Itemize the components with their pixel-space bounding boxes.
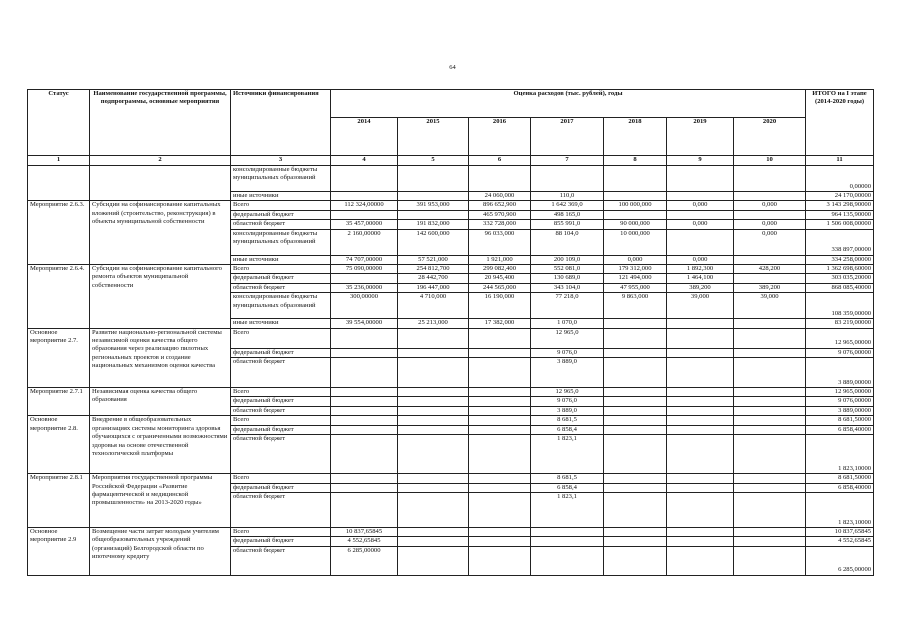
column-index-cell: 2 [90,156,231,166]
value-cell: 47 955,000 [604,283,667,292]
value-cell [398,474,469,483]
value-cell [734,255,806,264]
value-cell [734,166,806,192]
value-cell [469,483,531,492]
total-cell: 3 889,00000 [806,358,874,388]
total-cell: 6 858,40000 [806,483,874,492]
header-row [28,90,874,118]
column-index-cell: 10 [734,156,806,166]
column-index-row [28,156,874,166]
source-cell: консолидированные бюджеты муниципальных образований [231,166,331,192]
header-name: Наименование государственной программы, подпрограммы, основные мероприятия [90,90,231,156]
value-cell: 200 109,0 [531,255,604,264]
source-cell: иные источники [231,192,331,201]
total-cell: 964 135,90000 [806,210,874,219]
total-cell: 338 897,00000 [806,229,874,255]
value-cell [469,527,531,536]
value-cell [734,274,806,283]
source-cell: Всего [231,474,331,483]
source-cell: консолидированные бюджеты муниципальных образований [231,229,331,255]
value-cell: 24 060,000 [469,192,531,201]
value-cell [667,358,734,388]
status-cell: Мероприятие 2.8.1 [28,474,90,528]
value-cell [604,348,667,357]
value-cell: 343 104,0 [531,283,604,292]
value-cell: 77 218,0 [531,293,604,319]
value-cell: 110,0 [531,192,604,201]
value-cell [331,274,398,283]
source-cell: консолидированные бюджеты муниципальных образований [231,293,331,319]
source-cell: Всего [231,328,331,348]
value-cell [398,397,469,406]
value-cell: 1 642 369,0 [531,201,604,210]
value-cell [398,328,469,348]
value-cell: 25 213,000 [398,319,469,328]
value-cell [604,358,667,388]
value-cell [331,406,398,415]
value-cell [604,527,667,536]
value-cell [734,483,806,492]
value-cell: 10 000,000 [604,229,667,255]
value-cell: 2 160,00000 [331,229,398,255]
value-cell: 191 832,000 [398,220,469,229]
total-cell: 6 858,40000 [806,425,874,434]
value-cell [469,358,531,388]
value-cell: 28 442,700 [398,274,469,283]
value-cell [734,358,806,388]
value-cell [331,348,398,357]
year-header: 2014 [331,118,398,156]
value-cell: 130 689,0 [531,274,604,283]
value-cell [734,406,806,415]
value-cell [469,406,531,415]
name-cell: Возмещение части затрат молодым учителям общеобразовательных учреждений (организаций) Белгородской области по ипотечному кредиту [90,527,231,575]
status-cell [28,166,90,201]
value-cell: 1 892,300 [667,265,734,274]
value-cell [734,435,806,474]
value-cell [667,537,734,546]
year-header: 2017 [531,118,604,156]
value-cell [667,492,734,527]
source-cell: Всего [231,265,331,274]
value-cell: 112 324,00000 [331,201,398,210]
value-cell: 244 565,000 [469,283,531,292]
value-cell [734,328,806,348]
table-row [28,201,874,210]
value-cell [469,474,531,483]
source-cell: федеральный бюджет [231,397,331,406]
value-cell: 0,000 [604,255,667,264]
value-cell [667,406,734,415]
value-cell [398,210,469,219]
value-cell [734,492,806,527]
value-cell: 12 965,0 [531,388,604,397]
value-cell: 6 858,4 [531,425,604,434]
source-cell: областной бюджет [231,492,331,527]
value-cell: 35 457,00000 [331,220,398,229]
status-cell: Мероприятие 2.7.1 [28,388,90,416]
value-cell [604,328,667,348]
value-cell [604,210,667,219]
total-cell: 868 085,40000 [806,283,874,292]
value-cell: 3 889,0 [531,358,604,388]
value-cell: 196 447,000 [398,283,469,292]
total-cell: 8 681,50000 [806,416,874,425]
value-cell [604,492,667,527]
value-cell [469,546,531,575]
value-cell: 39,000 [734,293,806,319]
value-cell [531,166,604,192]
value-cell [734,527,806,536]
value-cell [398,527,469,536]
total-cell: 1 506 008,00000 [806,220,874,229]
value-cell [604,416,667,425]
value-cell [331,166,398,192]
page-number: 64 [449,64,456,71]
table-row [28,416,874,425]
value-cell [734,425,806,434]
year-header: 2018 [604,118,667,156]
value-cell [398,483,469,492]
value-cell [531,537,604,546]
column-index-cell: 3 [231,156,331,166]
value-cell: 0,000 [667,201,734,210]
value-cell [734,416,806,425]
status-cell: Основное мероприятие 2.9 [28,527,90,575]
value-cell: 428,200 [734,265,806,274]
value-cell: 332 728,000 [469,220,531,229]
total-cell: 10 837,65845 [806,527,874,536]
name-cell: Мероприятия государственной программы Российской Федерации «Развитие фармацевтической и медицинской промышленности» на 2013-2020 годы» [90,474,231,528]
value-cell: 88 104,0 [531,229,604,255]
value-cell: 20 945,400 [469,274,531,283]
value-cell [331,388,398,397]
total-cell: 1 362 698,60000 [806,265,874,274]
value-cell: 100 000,000 [604,201,667,210]
column-index-cell: 11 [806,156,874,166]
value-cell: 498 165,0 [531,210,604,219]
value-cell [331,192,398,201]
value-cell: 4 552,65845 [331,537,398,546]
value-cell [469,435,531,474]
header-sources: Источники финансирования [231,90,331,156]
table-body [28,166,874,576]
column-index-cell: 5 [398,156,469,166]
value-cell [604,166,667,192]
total-cell: 12 965,00000 [806,328,874,348]
source-cell: областной бюджет [231,283,331,292]
value-cell [331,492,398,527]
value-cell [667,328,734,348]
value-cell [734,537,806,546]
value-cell [604,319,667,328]
value-cell [398,348,469,357]
value-cell: 6 858,4 [531,483,604,492]
value-cell [531,527,604,536]
status-cell: Мероприятие 2.6.4. [28,265,90,329]
value-cell [734,388,806,397]
value-cell [734,210,806,219]
value-cell: 3 889,0 [531,406,604,415]
source-cell: иные источники [231,255,331,264]
budget-table [27,89,874,576]
year-header: 2020 [734,118,806,156]
value-cell: 1 823,1 [531,435,604,474]
source-cell: федеральный бюджет [231,483,331,492]
header-estimate: Оценка расходов (тыс. рублей), годы [331,90,806,118]
source-cell: Всего [231,527,331,536]
table-row [28,474,874,483]
value-cell: 1 823,1 [531,492,604,527]
source-cell: иные источники [231,319,331,328]
value-cell: 391 953,000 [398,201,469,210]
value-cell: 10 837,65845 [331,527,398,536]
value-cell: 0,000 [667,220,734,229]
source-cell: федеральный бюджет [231,425,331,434]
value-cell: 75 090,00000 [331,265,398,274]
value-cell: 254 812,700 [398,265,469,274]
value-cell [667,474,734,483]
value-cell [469,425,531,434]
value-cell [734,397,806,406]
source-cell: федеральный бюджет [231,348,331,357]
value-cell [604,483,667,492]
source-cell: федеральный бюджет [231,537,331,546]
value-cell [331,397,398,406]
source-cell: областной бюджет [231,406,331,415]
value-cell [604,435,667,474]
value-cell [604,406,667,415]
value-cell [734,474,806,483]
total-cell: 12 965,00000 [806,388,874,397]
value-cell [331,474,398,483]
value-cell: 855 991,0 [531,220,604,229]
value-cell [667,319,734,328]
value-cell [604,192,667,201]
total-cell: 83 219,00000 [806,319,874,328]
value-cell [398,425,469,434]
value-cell: 389,200 [734,283,806,292]
table-row [28,265,874,274]
value-cell [667,192,734,201]
source-cell: областной бюджет [231,358,331,388]
value-cell: 16 190,000 [469,293,531,319]
value-cell [734,319,806,328]
name-cell [90,166,231,201]
value-cell [667,527,734,536]
value-cell [531,546,604,575]
value-cell [398,416,469,425]
year-header: 2015 [398,118,469,156]
source-cell: областной бюджет [231,546,331,575]
name-cell: Независимая оценка качества общего образования [90,388,231,416]
value-cell [398,492,469,527]
value-cell: 142 600,000 [398,229,469,255]
value-cell [667,229,734,255]
value-cell: 39,000 [667,293,734,319]
value-cell: 896 652,900 [469,201,531,210]
value-cell [469,416,531,425]
value-cell [398,435,469,474]
value-cell [667,348,734,357]
total-cell: 108 359,00000 [806,293,874,319]
column-index-cell: 4 [331,156,398,166]
value-cell [469,328,531,348]
value-cell [604,546,667,575]
value-cell [667,210,734,219]
value-cell: 299 082,400 [469,265,531,274]
value-cell: 39 554,00000 [331,319,398,328]
value-cell: 179 312,000 [604,265,667,274]
total-cell: 1 823,10000 [806,435,874,474]
total-cell: 24 170,00000 [806,192,874,201]
total-cell: 334 258,00000 [806,255,874,264]
status-cell: Основное мероприятие 2.7. [28,328,90,387]
year-header: 2016 [469,118,531,156]
value-cell [331,358,398,388]
value-cell: 74 707,00000 [331,255,398,264]
value-cell [667,425,734,434]
value-cell: 0,000 [734,201,806,210]
total-cell: 3 889,00000 [806,406,874,415]
value-cell: 57 521,000 [398,255,469,264]
value-cell [667,166,734,192]
value-cell: 9 076,0 [531,397,604,406]
column-index-cell: 6 [469,156,531,166]
value-cell: 8 681,5 [531,474,604,483]
source-cell: Всего [231,201,331,210]
year-header: 2019 [667,118,734,156]
value-cell: 552 081,0 [531,265,604,274]
value-cell: 389,200 [667,283,734,292]
table-row [28,527,874,536]
table-row [28,328,874,348]
total-cell: 3 143 298,90000 [806,201,874,210]
source-cell: Всего [231,388,331,397]
column-index-cell: 8 [604,156,667,166]
source-cell: федеральный бюджет [231,274,331,283]
status-cell: Мероприятие 2.6.3. [28,201,90,265]
value-cell [604,388,667,397]
value-cell: 8 681,5 [531,416,604,425]
value-cell [331,483,398,492]
name-cell: Субсидии на софинансирование капитальных вложений (строительство, реконструкция) в объекты муниципальной собственности [90,201,231,265]
value-cell [398,166,469,192]
value-cell: 9 863,000 [604,293,667,319]
value-cell: 12 965,0 [531,328,604,348]
total-cell: 303 035,20000 [806,274,874,283]
table-row [28,166,874,192]
total-cell: 0,00000 [806,166,874,192]
value-cell: 0,000 [667,255,734,264]
value-cell [331,210,398,219]
total-cell: 6 285,00000 [806,546,874,575]
value-cell: 6 285,00000 [331,546,398,575]
value-cell: 90 000,000 [604,220,667,229]
value-cell: 35 236,00000 [331,283,398,292]
value-cell [604,537,667,546]
value-cell [331,425,398,434]
total-cell: 9 076,00000 [806,397,874,406]
value-cell: 465 970,900 [469,210,531,219]
value-cell: 4 710,000 [398,293,469,319]
total-cell: 9 076,00000 [806,348,874,357]
value-cell: 300,00000 [331,293,398,319]
source-cell: Всего [231,416,331,425]
column-index-cell: 9 [667,156,734,166]
value-cell [667,388,734,397]
value-cell [469,397,531,406]
source-cell: федеральный бюджет [231,210,331,219]
status-cell: Основное мероприятие 2.8. [28,416,90,474]
value-cell [469,348,531,357]
name-cell: Субсидии на софинансирование капитального ремонта объектов муниципальной собственности [90,265,231,329]
value-cell [604,474,667,483]
header-total: ИТОГО на I этапе (2014-2020 годы) [806,90,874,156]
value-cell: 9 076,0 [531,348,604,357]
value-cell [667,397,734,406]
value-cell [398,192,469,201]
value-cell [331,416,398,425]
value-cell [331,328,398,348]
value-cell [398,388,469,397]
name-cell: Внедрение в общеобразовательных организациях системы мониторинга здоровья обучающихся с ограниченными возможностями здоровья на основе отечественной технологической платформы [90,416,231,474]
value-cell: 1 464,100 [667,274,734,283]
value-cell: 0,000 [734,220,806,229]
value-cell [734,348,806,357]
value-cell [667,546,734,575]
value-cell: 121 494,000 [604,274,667,283]
name-cell: Развитие национально-региональной системы независимой оценки качества общего образования через реализацию пилотных региональных проектов и создание национальных механизмов оценки качества [90,328,231,387]
source-cell: областной бюджет [231,435,331,474]
value-cell [667,435,734,474]
value-cell [398,546,469,575]
value-cell: 0,000 [734,229,806,255]
column-index-cell: 7 [531,156,604,166]
value-cell: 1 070,0 [531,319,604,328]
value-cell [331,435,398,474]
value-cell [398,406,469,415]
total-cell: 4 552,65845 [806,537,874,546]
value-cell: 96 033,000 [469,229,531,255]
value-cell [398,537,469,546]
value-cell [469,537,531,546]
source-cell: областной бюджет [231,220,331,229]
header-status: Статус [28,90,90,156]
table-row [28,388,874,397]
column-index-cell: 1 [28,156,90,166]
total-cell: 8 681,50000 [806,474,874,483]
value-cell [604,425,667,434]
value-cell [667,416,734,425]
value-cell [469,492,531,527]
value-cell [604,397,667,406]
value-cell [667,483,734,492]
total-cell: 1 823,10000 [806,492,874,527]
value-cell [398,358,469,388]
value-cell [734,546,806,575]
value-cell [469,166,531,192]
value-cell [469,388,531,397]
value-cell: 17 382,000 [469,319,531,328]
value-cell [734,192,806,201]
value-cell: 1 921,000 [469,255,531,264]
